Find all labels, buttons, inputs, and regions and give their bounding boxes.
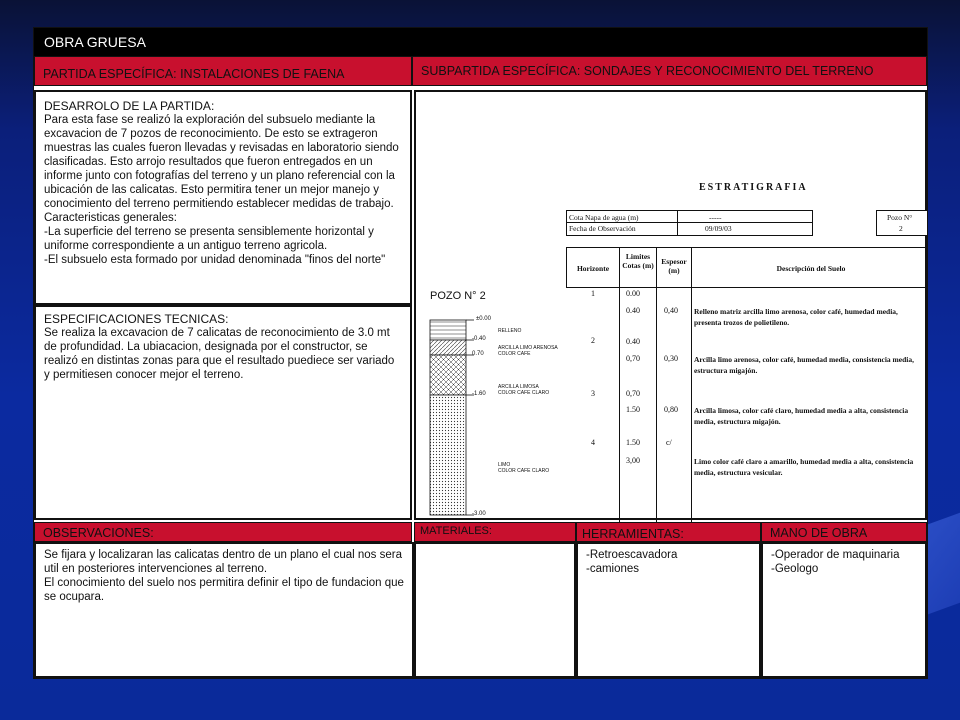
depth-1: -0.40	[472, 336, 486, 342]
depth-4: -3.00	[472, 511, 486, 517]
row4-cota-bot: 3,00	[626, 456, 640, 465]
row3-cota-bot: 1.50	[626, 405, 640, 414]
estratigrafia-section	[414, 90, 927, 520]
fecha-label: Fecha de Observación	[569, 224, 636, 233]
especificaciones-section	[34, 305, 412, 520]
depth-2: 0.70	[472, 351, 484, 357]
especificaciones-title: ESPECIFICACIONES TECNICAS:	[44, 312, 229, 326]
col-cotas: Limites Cotas (m)	[622, 252, 654, 270]
layer-label-4: LIMO COLOR CAFE CLARO	[498, 462, 550, 474]
col-descripcion: Descripción del Suelo	[776, 264, 846, 273]
document-sheet	[33, 27, 928, 679]
observaciones-section	[34, 542, 414, 678]
row1-espesor: 0,40	[664, 306, 678, 315]
row4-horizonte: 4	[591, 438, 595, 447]
napa-value: -----	[709, 213, 722, 222]
row2-cota-top: 0.40	[626, 337, 640, 346]
desarrollo-body: Para esta fase se realizó la exploración del subsuelo mediante la excavacion de 7 pozos de reconocimiento. De esto se extrageron muestras las cuales fueron llevadas y revisadas en laboratorio siendo clasificadas. Esto arrojo resultados que fueron entregados en un informe junto con fotografías del terreno y un plano referencial con la ubicación de las calicatas. Esto permitira tener un mejor manejo y conocimiento del terreno permitiendo establecer medidas de trabajo. Caracteristicas generales: -La superficie del terreno se presenta sensiblemente horizontal y uniforme correspondiente a un antiguo terreno agricola. -El subsuelo esta formado por unidad denominada "finos del norte"	[44, 114, 399, 266]
soil-column-profile	[426, 312, 566, 522]
layer-label-1: RELLENO	[498, 328, 522, 334]
col-horizonte: Horizonte	[576, 264, 610, 273]
pozo-box-label: Pozo N°	[887, 213, 913, 222]
row1-horizonte: 1	[591, 289, 595, 298]
row4-espesor: c/	[666, 438, 672, 447]
observaciones-body: Se fijara y localizaran las calicatas dentro de un plano el cual nos sera util en posteriores intervenciones al terreno. El conocimiento del suelo nos permitira definir el tipo de fundacion que se ocupara.	[44, 549, 404, 603]
row3-cota-top: 0,70	[626, 389, 640, 398]
herramientas-item-1: -Retroescavadora	[586, 549, 678, 561]
materiales-band: MATERIALES:	[414, 522, 576, 542]
mano-de-obra-item-2: -Geologo	[771, 563, 819, 575]
herramientas-item-2: -camiones	[586, 563, 640, 575]
row1-cota-top: 0.00	[626, 289, 640, 298]
pozo-box-value: 2	[899, 224, 903, 233]
mano-de-obra-item-1: -Operador de maquinaria	[771, 549, 900, 561]
row3-desc: Arcilla limosa, color café claro, humedad media a alta, consistencia media, estructura migajón.	[694, 406, 909, 426]
row4-cota-top: 1.50	[626, 438, 640, 447]
col-espesor: Espesor (m)	[661, 257, 687, 275]
herramientas-band: HERRAMIENTAS:	[576, 522, 761, 542]
row3-horizonte: 3	[591, 389, 595, 398]
desarrollo-title: DESARROLO DE LA PARTIDA:	[44, 99, 215, 113]
pozo-box	[876, 210, 928, 236]
especificaciones-body: Se realiza la excavacion de 7 calicatas de reconocimiento de 3.0 mt de profundidad. La ubiacacion, designada por el constructor, se realizó en distintas zonas para que el resultado puediece ser variado y permitiesen conocer mejor el terreno.	[44, 327, 395, 381]
row1-cota-bot: 0.40	[626, 306, 640, 315]
partida-band: PARTIDA ESPECÍFICA: INSTALACIONES DE FAENA	[34, 56, 412, 86]
mano-de-obra-band: MANO DE OBRA	[761, 522, 927, 542]
observaciones-band: OBSERVACIONES:	[34, 522, 412, 542]
page-title: OBRA GRUESA	[34, 28, 927, 56]
herramientas-section	[576, 542, 761, 678]
fecha-value: 09/09/03	[705, 224, 732, 233]
row3-espesor: 0,80	[664, 405, 678, 414]
pozo-label: POZO N° 2	[430, 290, 486, 302]
layer-label-3: ARCILLA LIMOSA COLOR CAFE CLARO	[498, 384, 550, 396]
subpartida-band: SUBPARTIDA ESPECÍFICA: SONDAJES Y RECONOCIMIENTO DEL TERRENO	[412, 56, 927, 86]
row2-cota-bot: 0,70	[626, 354, 640, 363]
desarrollo-section	[34, 90, 412, 305]
row2-espesor: 0,30	[664, 354, 678, 363]
row2-horizonte: 2	[591, 336, 595, 345]
row4-desc: Limo color café claro a amarillo, humedad media a alta, consistencia media, estructura vesicular.	[694, 457, 914, 477]
layer-label-2: ARCILLA LIMO ARENOSA COLOR CAFE	[498, 345, 558, 357]
row2-desc: Arcilla limo arenosa, color café, humedad media, consistencia media, estructura migajón.	[694, 355, 914, 375]
materiales-section	[414, 542, 576, 678]
depth-3: -1.60	[472, 391, 486, 397]
estratigrafia-title: ESTRATIGRAFIA	[699, 182, 808, 193]
row1-desc: Relleno matriz arcilla limo arenosa, color café, humedad media, presenta trozos de polietileno.	[694, 307, 898, 327]
depth-0: ±0.00	[476, 316, 491, 322]
napa-meta	[566, 210, 813, 236]
mano-de-obra-section	[761, 542, 927, 678]
napa-label: Cota Napa de agua (m)	[569, 213, 639, 222]
